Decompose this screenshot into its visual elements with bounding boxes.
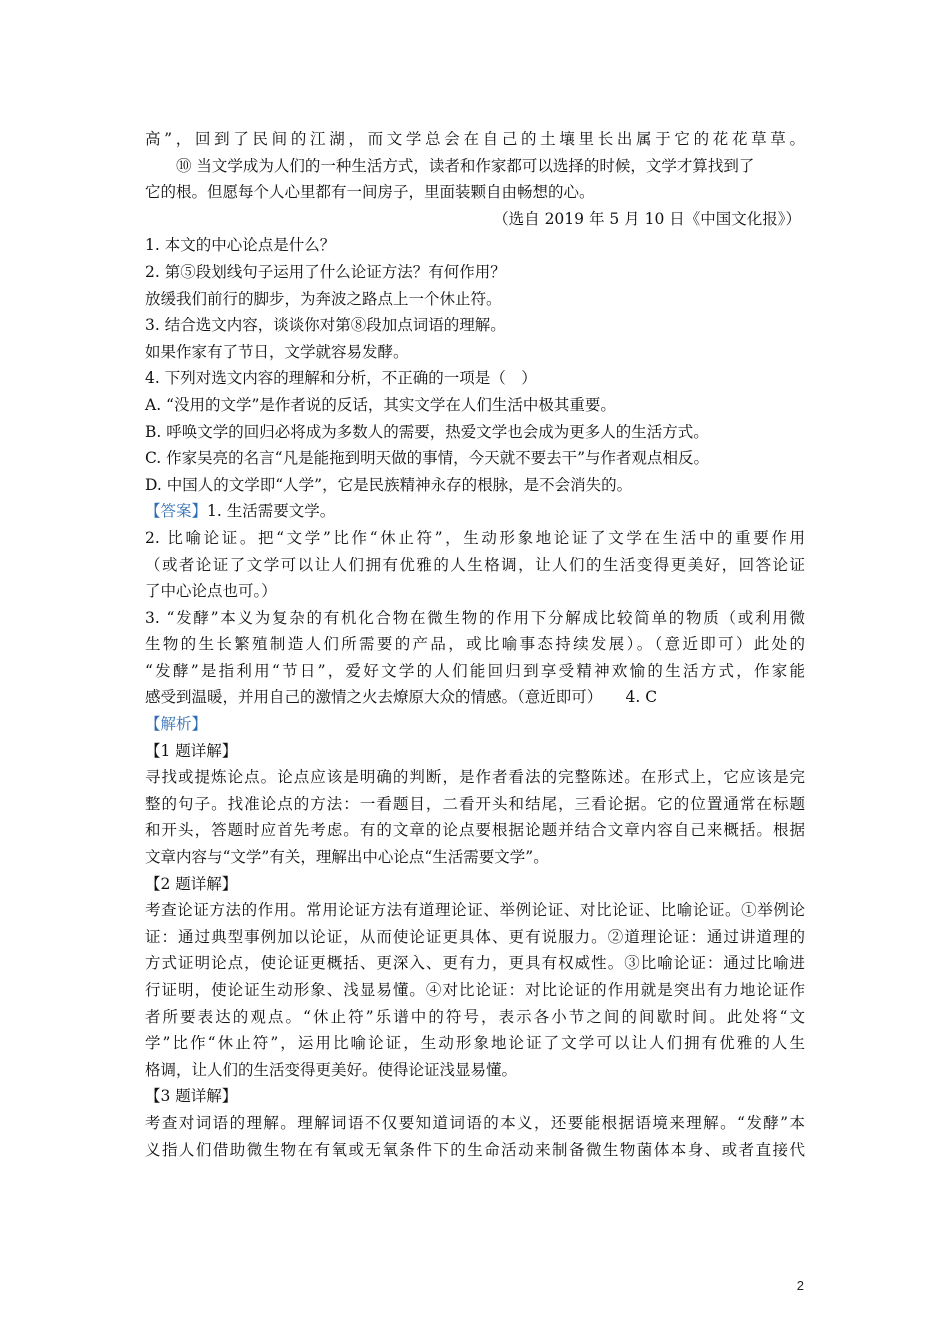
text-line: “发酵”是指利用“节日”，爱好文学的人们能回归到享受精神欢愉的生活方式，作家能 xyxy=(145,661,805,680)
page-number: 2 xyxy=(796,1278,804,1293)
text-line: 方式证明论点，使论证更概括、更深入、更有力，更具有权威性。③比喻论证：通过比喻进 xyxy=(145,954,805,973)
text-line: 高”，回到了民间的江湖，而文学总会在自己的土壤里长出属于它的花花草草。 xyxy=(145,130,805,148)
text-line: 者所要表达的观点。“休止符”乐谱中的符号，表示各小节之间的间歇时间。此处将“文 xyxy=(145,1007,805,1026)
analysis-line xyxy=(145,711,805,738)
option-a: A. “没用的文学”是作者说的反话，其实文学在人们生活中极其重要。 xyxy=(145,395,616,414)
text-line: 学”比作“休止符”，运用比喻论证，生动形象地论证了文学可以让人们拥有优雅的人生 xyxy=(145,1034,805,1053)
source-citation: （选自 2019 年 5 月 10 日《中国文化报》） xyxy=(493,209,801,228)
option-c: C. 作家吴亮的名言“凡是能拖到明天做的事情，今天就不要去干”与作者观点相反。 xyxy=(145,449,710,468)
text-line: 义指人们借助微生物在有氧或无氧条件下的生命活动来制备微生物菌体本身、或者直接代 xyxy=(145,1140,805,1159)
section-heading-1: 【1 题详解】 xyxy=(145,741,238,760)
option-b: B. 呼唤文学的回归必将成为多数人的需要，热爱文学也会成为更多人的生活方式。 xyxy=(145,422,709,441)
text-line: 它的根。但愿每个人心里都有一间房子，里面装颗自由畅想的心。 xyxy=(145,183,595,202)
answer-2: 2. 比喻论证。把“文学”比作“休止符”，生动形象地论证了文学在生活中的重要作用 xyxy=(145,528,805,547)
analysis-tag: 【解析】 xyxy=(145,715,208,734)
document-body xyxy=(145,126,805,1163)
text-line: 了中心论点也可。） xyxy=(145,582,277,601)
question-3: 3. 结合选文内容，谈谈你对第⑧段加点词语的理解。 xyxy=(145,316,506,335)
text-line: 格调，让人们的生活变得更美好。使得论证浅显易懂。 xyxy=(145,1060,518,1079)
text-line: 行证明，使论证生动形象、浅显易懂。④对比论证：对比论证的作用就是突出有力地论证作 xyxy=(145,981,805,999)
question-4: 4. 下列对选文内容的理解和分析，不正确的一项是（ ） xyxy=(145,369,537,388)
quoted-sentence: 放缓我们前行的脚步，为奔波之路点上一个休止符。 xyxy=(145,289,502,308)
question-1: 1. 本文的中心论点是什么？ xyxy=(145,236,336,255)
text-line: （或者论证了文学可以让人们拥有优雅的人生格调，让人们的生活变得更美好，回答论证 xyxy=(145,555,805,574)
text-line: 感受到温暖，并用自己的激情之火去燎原大众的情感。（意近即可） 4. C xyxy=(145,688,658,707)
option-d: D. 中国人的文学即“人学”，它是民族精神永存的根脉，是不会消失的。 xyxy=(145,475,633,494)
text-line: 和开头，答题时应首先考虑。有的文章的论点要根据论题并结合文章内容自己来概括。根据 xyxy=(145,821,805,840)
text-line: 证：通过典型事例加以论证，从而使论证更具体、更有说服力。②道理论证：通过讲道理的 xyxy=(145,927,805,946)
quoted-sentence: 如果作家有了节日，文学就容易发酵。 xyxy=(145,342,409,361)
section-heading-2: 【2 题详解】 xyxy=(145,874,238,893)
text-line: 考查对词语的理解。理解词语不仅要知道词语的本义，还要能根据语境来理解。“发酵”本 xyxy=(145,1113,805,1132)
text-line: 考查论证方法的作用。常用论证方法有道理论证、举例论证、对比论证、比喻论证。①举例论 xyxy=(145,901,805,920)
answer-1: 1. 生活需要文学。 xyxy=(207,502,336,521)
text-line: 寻找或提炼论点。论点应该是明确的判断，是作者看法的完整陈述。在形式上，它应该是完 xyxy=(145,768,805,787)
paragraph-10: ⑩ 当文学成为人们的一种生活方式，读者和作家都可以选择的时候，文学才算找到了 xyxy=(176,156,755,175)
text-line: 整的句子。找准论点的方法：一看题目，二看开头和结尾，三看论据。它的位置通常在标题 xyxy=(145,794,805,813)
answer-3: 3. “发酵”本义为复杂的有机化合物在微生物的作用下分解成比较简单的物质（或利用微 xyxy=(145,608,805,627)
answer-line xyxy=(145,498,805,525)
text-line: 生物的生长繁殖制造人们所需要的产品，或比喻事态持续发展）。（意近即可）此处的 xyxy=(145,635,805,654)
text-line: 文章内容与“文学”有关，理解出中心论点“生活需要文学”。 xyxy=(145,848,549,867)
question-2: 2. 第⑤段划线句子运用了什么论证方法？有何作用？ xyxy=(145,262,506,281)
section-heading-3: 【3 题详解】 xyxy=(145,1087,238,1106)
answer-tag: 【答案】 xyxy=(145,502,208,521)
